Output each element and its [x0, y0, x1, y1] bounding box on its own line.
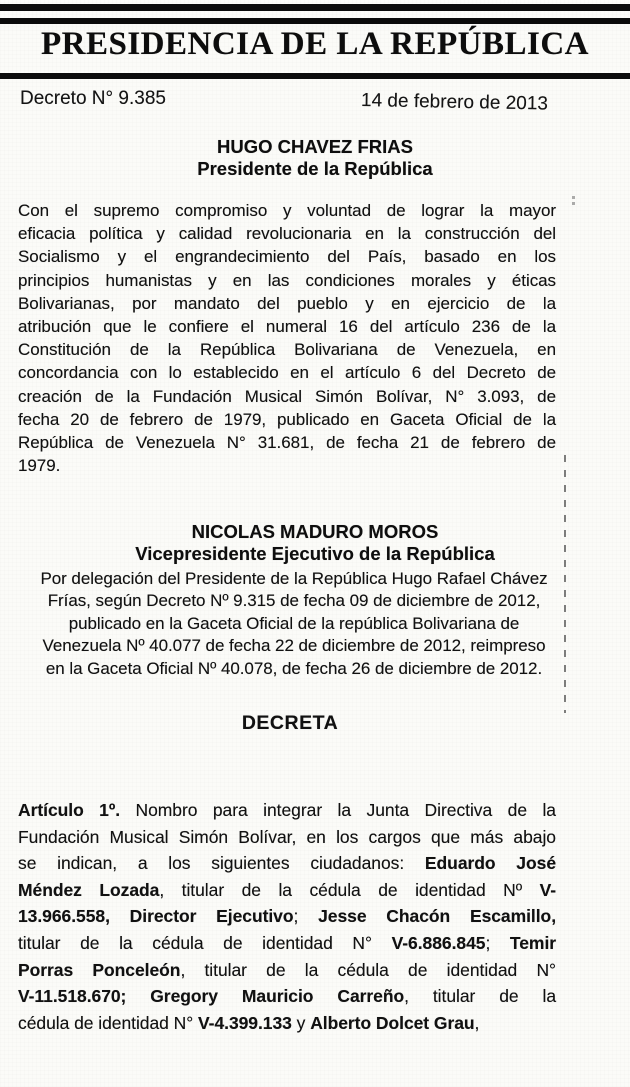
vicepresident-name: NICOLAS MADURO MOROS	[191, 521, 439, 542]
top-border-rule-2	[0, 18, 630, 24]
text-line	[18, 983, 556, 1010]
president-block	[0, 136, 630, 180]
text-segment: , titular de la	[404, 986, 557, 1007]
decree-number: Decreto N° 9.385	[20, 88, 166, 109]
text-line: concordancia con lo establecido en el artículo 6 del Decreto de	[18, 363, 556, 383]
bold-text-segment: V-6.886.845	[391, 932, 486, 953]
text-line: Con el supremo compromiso y voluntad de lograr la mayor	[18, 201, 556, 220]
text-line	[18, 957, 556, 984]
bold-text-segment: Porras Ponceleón	[18, 959, 181, 980]
text-line	[18, 903, 556, 930]
president-title: Presidente de la República	[197, 158, 433, 179]
text-line: República de Venezuela N° 31.681, de fecha 21 de febrero de	[18, 433, 556, 453]
text-line: publicado en la Gaceta Oficial de la república Bolivariana de	[68, 613, 520, 633]
president-name: HUGO CHAVEZ FRIAS	[217, 136, 413, 157]
decree-meta-row	[20, 88, 549, 115]
text-segment: ;	[485, 932, 510, 953]
text-segment: , titular de la cédula de identidad Nº	[159, 879, 540, 900]
text-segment: ;	[293, 906, 319, 927]
text-line	[18, 930, 556, 957]
text-segment: Nombro para integrar la Junta Directiva de la	[120, 800, 556, 820]
bold-text-segment: Jesse Chacón Escamillo,	[318, 906, 557, 927]
text-line	[18, 797, 556, 824]
text-segment: Fundación Musical Simón Bolívar, en los cargos que más abajo	[18, 826, 556, 847]
text-line: creación de la Fundación Musical Simón Bolívar, N° 3.093, de	[18, 386, 556, 406]
text-line: en la Gaceta Oficial Nº 40.078, de fecha 26 de diciembre de 2012.	[45, 658, 543, 678]
page-title: PRESIDENCIA DE LA REPÚBLICA	[40, 26, 590, 62]
text-line: eficacia política y calidad revolucionaria en la construcción del	[18, 224, 556, 244]
text-line: Venezuela Nº 40.077 de fecha 22 de diciembre de 2012, reimpreso	[42, 636, 546, 656]
bold-text-segment: V-11.518.670; Gregory Mauricio Carreño	[18, 986, 405, 1007]
text-segment: se indican, a los siguientes ciudadanos:	[18, 853, 425, 874]
bold-text-segment: V-4.399.133	[198, 1012, 292, 1033]
text-line	[18, 877, 556, 904]
text-line: Constitución de la República Bolivariana de Venezuela, en	[18, 340, 556, 360]
scan-artifact-speck	[572, 196, 575, 205]
text-line: principios humanistas y en las condiciones morales y éticas	[18, 270, 556, 290]
title-underline-rule	[0, 73, 630, 79]
text-line	[18, 850, 556, 877]
vicepresident-block	[0, 521, 630, 565]
bold-text-segment: V-	[539, 879, 556, 900]
decree-heading: DECRETA	[241, 712, 339, 734]
decree-date: 14 de febrero de 2013	[360, 90, 549, 115]
text-line: fecha 20 de febrero de 1979, publicado en Gaceta Oficial de la	[18, 409, 556, 429]
article-1-paragraph	[18, 797, 556, 1036]
text-line: Bolivarianas, por mandato del pueblo y en ejercicio de la	[18, 293, 556, 313]
text-segment: ,	[474, 1012, 480, 1033]
preamble-paragraph	[18, 199, 556, 477]
bold-text-segment: Temir	[509, 932, 557, 953]
text-segment: titular de la cédula de identidad N°	[18, 932, 392, 953]
text-segment: y	[291, 1012, 311, 1033]
text-line: Socialismo y el engrandecimiento del País, basado en los	[18, 247, 556, 267]
top-border-rule-1	[0, 4, 630, 11]
text-line: atribución que le confiere el numeral 16 del artículo 236 de la	[18, 317, 556, 337]
text-segment: , titular de la cédula de identidad N°	[180, 959, 556, 980]
vicepresident-title: Vicepresidente Ejecutivo de la República	[135, 543, 495, 564]
text-line: Frías, según Decreto Nº 9.315 de fecha 09 de diciembre de 2012,	[47, 591, 541, 611]
bold-text-segment: 13.966.558, Director Ejecutivo	[18, 906, 294, 927]
bold-text-segment: Eduardo José	[424, 853, 556, 874]
bold-text-segment: Méndez Lozada	[18, 879, 160, 900]
text-line	[18, 824, 556, 851]
text-segment: cédula de identidad N°	[18, 1012, 199, 1033]
scan-artifact-vertical-line	[564, 455, 566, 713]
text-line: Por delegación del Presidente de la República Hugo Rafael Chávez	[40, 569, 548, 588]
text-line: 1979.	[18, 456, 61, 476]
bold-text-segment: Artículo 1º.	[18, 800, 121, 820]
bold-text-segment: Alberto Dolcet Grau	[310, 1012, 475, 1033]
text-line	[18, 1010, 556, 1037]
delegation-paragraph	[38, 568, 550, 680]
